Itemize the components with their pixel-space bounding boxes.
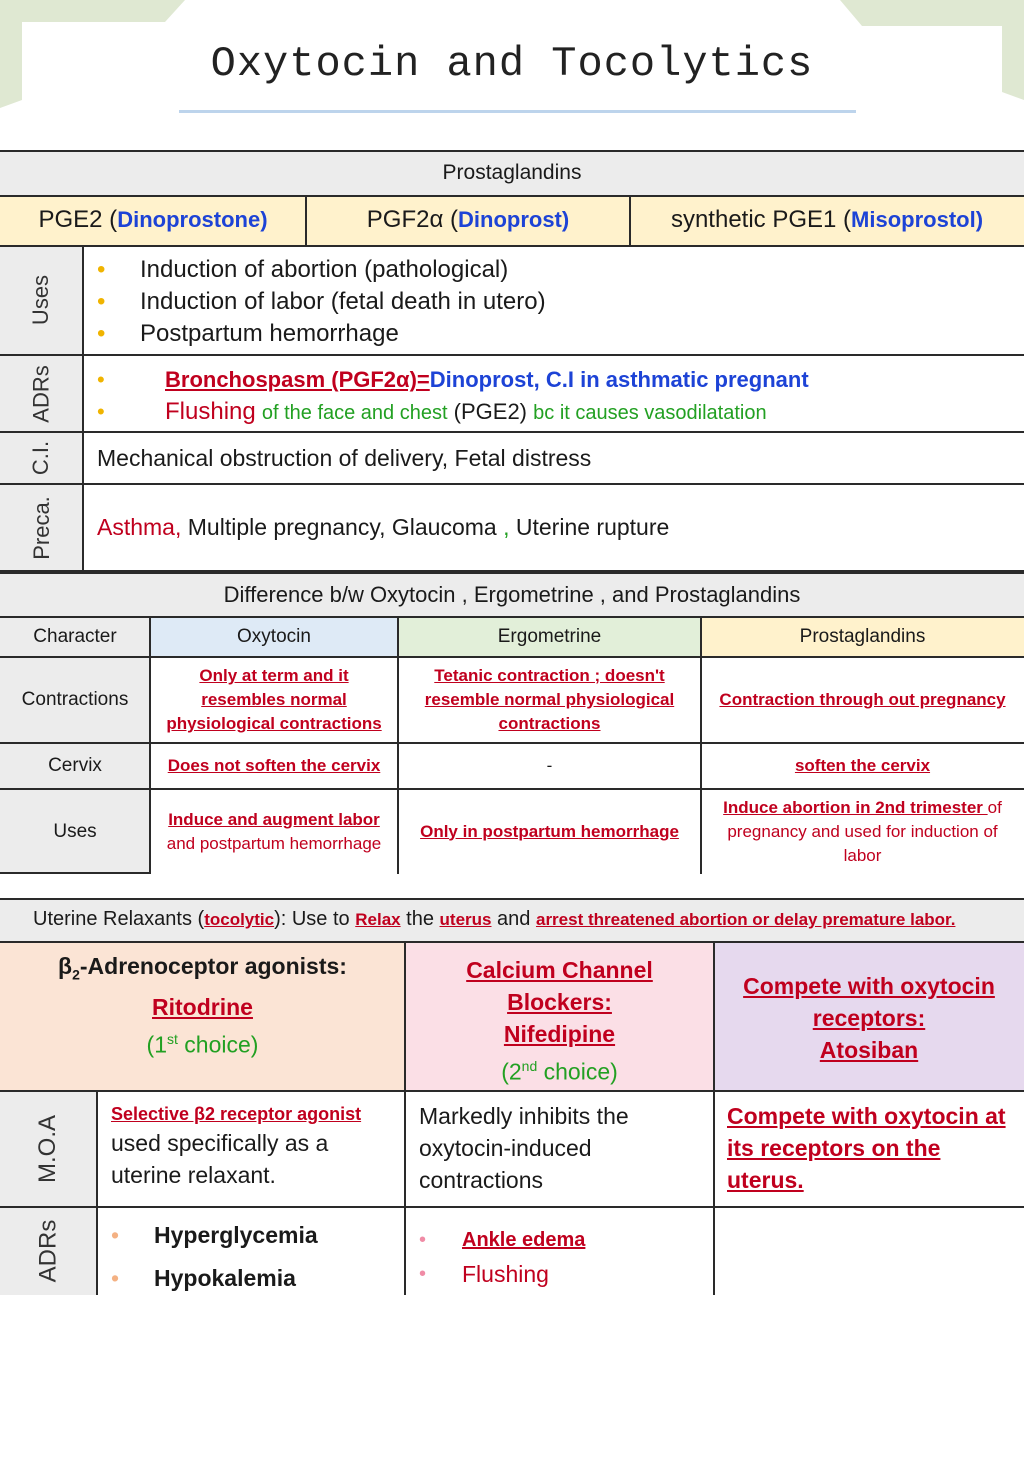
adr-item: • Ankle edema: [419, 1229, 586, 1251]
oxytocin-cervix: Does not soften the cervix: [167, 756, 381, 775]
dinoprost: Dinoprost: [458, 207, 562, 232]
beta-agonist-header: $\beta_2$-Adrenoceptor agonists: Ritodrine (1st choice): [0, 950, 405, 1060]
uses-list: [97, 254, 997, 350]
uses-label: Uses: [28, 274, 54, 326]
ccb-adrs: [419, 1223, 699, 1291]
col-oxytocin: Oxytocin: [237, 626, 311, 647]
uses-item: • Induction of labor (fetal death in utero): [97, 288, 546, 315]
dinoprostone: Dinoprostone: [117, 207, 261, 232]
atosiban: Atosiban: [819, 1037, 919, 1063]
pge1-header: synthetic PGE1 ( Misoprostol ): [670, 206, 984, 233]
preca-text: Asthma, Multiple pregnancy, Glaucoma , Uterine rupture: [97, 514, 670, 540]
ci-label: C.I.: [28, 440, 54, 476]
adr-bronchospasm: • Bronchospasm (PGF2α)=Dinoprost, C.I in asthmatic pregnant: [97, 367, 809, 392]
uses-item: • Postpartum hemorrhage: [97, 320, 399, 347]
oxytocin-uses: Induce and augment labor and postpartum hemorrhage: [166, 809, 382, 853]
page-title: Oxytocin and Tocolytics: [210, 40, 814, 88]
pge2-header: PGE2 ( Dinoprostone ): [38, 206, 268, 233]
relaxants-intro: Uterine Relaxants (tocolytic): Use to Relax the uterus and arrest threatened abortion or delay premature labor.: [33, 908, 956, 930]
adr-item: • Hyperglycemia: [111, 1222, 318, 1248]
ritodrine: Ritodrine: [152, 993, 253, 1020]
beta-moa: Selective β2 receptor agonist used specifically as a uterine relaxant.: [111, 1104, 362, 1188]
beta-adrs: [111, 1214, 396, 1300]
title-underline: [179, 110, 856, 113]
ergometrine-contractions: Tetanic contraction ; doesn't resemble normal physiological contractions: [424, 666, 675, 733]
col-ergometrine: Ergometrine: [497, 626, 602, 647]
ergometrine-uses: Only in postpartum hemorrhage: [420, 821, 679, 841]
relaxants-table: [0, 898, 1024, 1295]
ci-text: Mechanical obstruction of delivery, Fetal distress: [97, 445, 592, 471]
oxytocin-contractions: Only at term and it resembles normal physiological contractions: [166, 666, 382, 733]
pgf2a-header: PGF2α ( Dinoprost ): [366, 206, 570, 233]
prostaglandins-table: [0, 150, 1024, 572]
relaxants-adrs-label: ADRs: [34, 1219, 62, 1283]
uses-item: • Induction of abortion (pathological): [97, 256, 509, 283]
adr-item: • Hypokalemia: [111, 1265, 296, 1291]
ergometrine-cervix: -: [546, 756, 553, 775]
ccb-moa: Markedly inhibits the oxytocin-induced contractions: [419, 1103, 629, 1193]
prostaglandins-header: Prostaglandins: [442, 160, 582, 184]
preca-label: Preca.: [28, 496, 54, 560]
pge1-prefix: synthetic PGE1 (: [670, 206, 852, 233]
row-label-uses: Uses: [53, 820, 97, 842]
row-label-cervix: Cervix: [48, 755, 102, 776]
moa-label: M.O.A: [34, 1114, 62, 1184]
ccb-header: Calcium Channel Blockers: Nifedipine (2nd choice): [405, 954, 714, 1088]
pge2-prefix: PGE2 (: [38, 206, 118, 233]
col-character: Character: [33, 626, 117, 647]
atosiban-header: Compete with oxytocin receptors: Atosiban: [714, 970, 1024, 1066]
row-label-contractions: Contractions: [21, 689, 129, 710]
misoprostol: Misoprostol: [851, 207, 976, 232]
adr-flushing: • Flushing of the face and chest (PGE2) bc it causes vasodilatation: [97, 398, 767, 425]
adr-item: • Flushing: [419, 1261, 549, 1287]
prostaglandins-cervix: soften the cervix: [794, 756, 931, 775]
atosiban-moa: Compete with oxytocin at its receptors on the uterus.: [727, 1103, 1006, 1193]
difference-header: Difference b/w Oxytocin , Ergometrine , and Prostaglandins: [223, 581, 801, 607]
col-prostaglandins: Prostaglandins: [799, 626, 926, 647]
difference-table: [0, 572, 1024, 874]
prostaglandins-contractions: Contraction through out pregnancy: [719, 690, 1006, 709]
adrs-list: [97, 364, 1017, 429]
prostaglandins-uses: Induce abortion in 2nd trimester of pregnancy and used for induction of labor: [723, 797, 1002, 865]
pgf2a-prefix: PGF2α (: [366, 206, 458, 233]
nifedipine: Nifedipine: [503, 1021, 616, 1047]
adrs-label: ADRs: [28, 364, 54, 423]
